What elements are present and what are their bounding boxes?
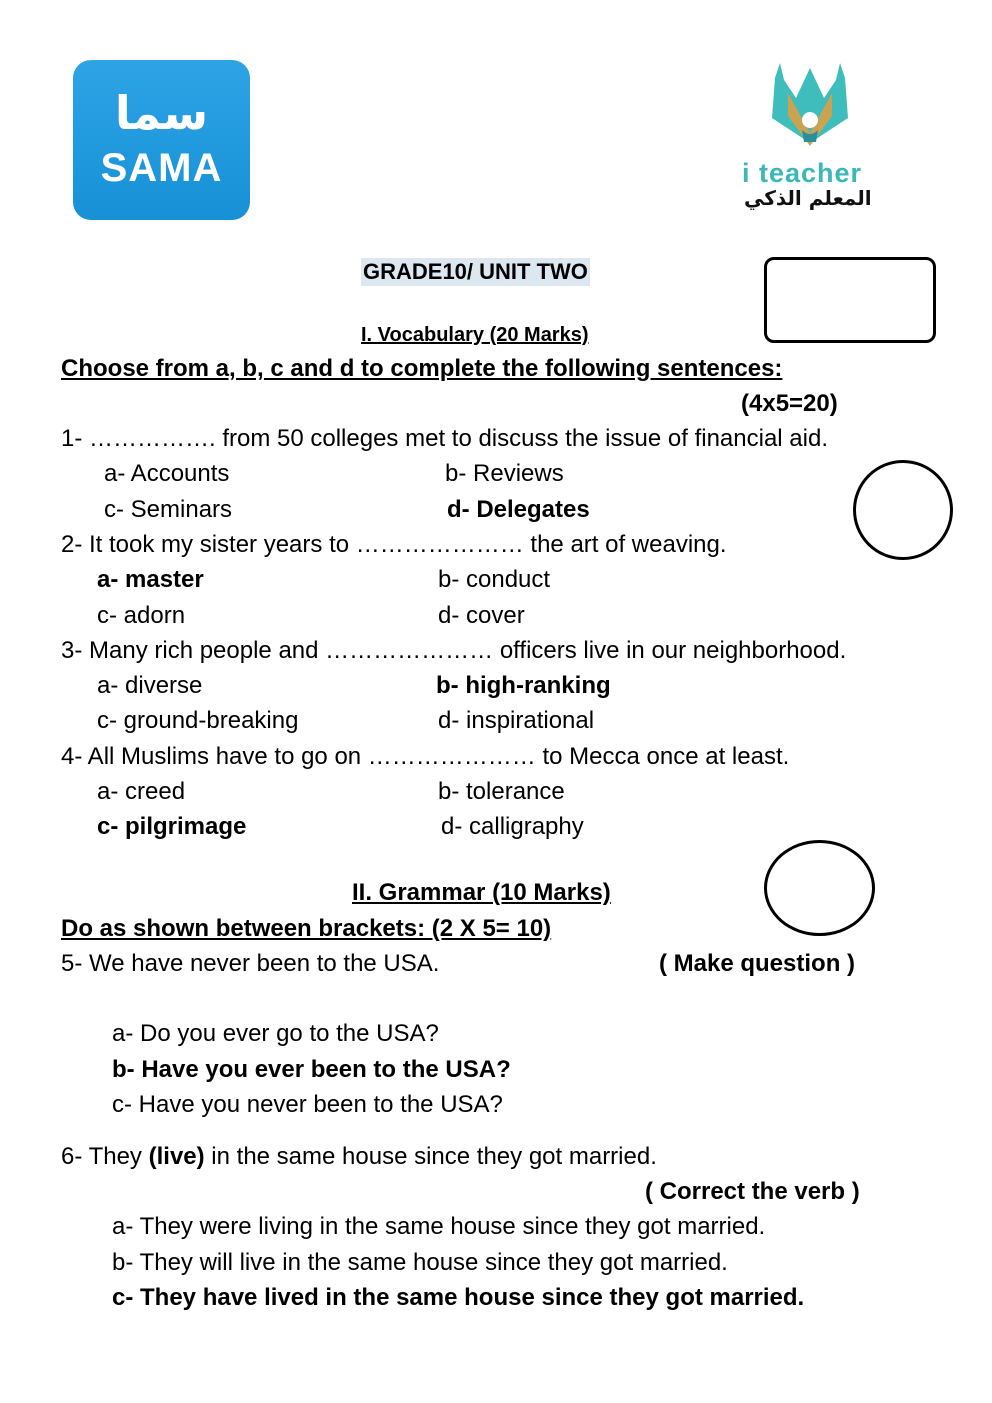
question-5-stem: 5- We have never been to the USA.	[61, 950, 440, 977]
question-5-task: ( Make question )	[659, 950, 856, 977]
question-6-option-c: c- They have lived in the same house since they got married.	[112, 1284, 805, 1311]
sama-logo-arabic: سما	[114, 86, 209, 140]
question-6-option-a: a- They were living in the same house since they got married.	[112, 1213, 766, 1240]
grammar-heading: II. Grammar (10 Marks)	[352, 879, 611, 906]
question-6-stem-pre: 6- They	[61, 1143, 142, 1170]
question-3-option-b: b- high-ranking	[436, 672, 611, 699]
question-2-option-b: b- conduct	[438, 566, 551, 593]
iteacher-logo	[740, 58, 900, 218]
score-box	[764, 257, 936, 343]
question-1-stem: 1- ……………. from 50 colleges met to discuss the issue of financial aid.	[61, 425, 828, 452]
question-2-stem: 2- It took my sister years to ………………… the art of weaving.	[61, 531, 727, 558]
question-6-stem-post: in the same house since they got married.	[211, 1143, 657, 1170]
vocabulary-marks: (4x5=20)	[741, 390, 838, 417]
question-2-option-c: c- adorn	[97, 602, 186, 629]
question-4-option-c: c- pilgrimage	[97, 813, 247, 840]
question-2-option-d: d- cover	[438, 602, 525, 629]
mark-circle	[853, 460, 953, 560]
question-1-option-a: a- Accounts	[104, 460, 230, 487]
iteacher-logo-arabic: المعلم الذكي	[744, 186, 872, 210]
vocabulary-heading: I. Vocabulary (20 Marks)	[361, 324, 589, 346]
sama-logo-english: SAMA	[100, 146, 223, 190]
question-6-option-b: b- They will live in the same house since they got married.	[112, 1249, 728, 1276]
vocabulary-instruction: Choose from a, b, c and d to complete the following sentences:	[61, 355, 783, 382]
question-3-stem: 3- Many rich people and ………………… officers live in our neighborhood.	[61, 637, 847, 664]
page-title: GRADE10/ UNIT TWO	[363, 259, 588, 284]
question-6-stem-verb: (live)	[148, 1143, 205, 1170]
question-5-option-a: a- Do you ever go to the USA?	[112, 1020, 439, 1047]
question-4-option-d: d- calligraphy	[441, 813, 584, 840]
iteacher-logo-english: i teacher	[742, 158, 863, 188]
question-4-stem: 4- All Muslims have to go on ………………… to Mecca once at least.	[61, 743, 790, 770]
question-1-option-c: c- Seminars	[104, 496, 233, 523]
question-6-task: ( Correct the verb )	[645, 1178, 860, 1205]
question-1-option-d: d- Delegates	[447, 496, 590, 523]
sama-logo	[73, 60, 250, 220]
question-6-stem	[61, 1143, 657, 1171]
grammar-instruction: Do as shown between brackets: (2 X 5= 10)	[61, 915, 552, 942]
question-3-option-d: d- inspirational	[438, 707, 595, 734]
question-3-option-a: a- diverse	[97, 672, 203, 699]
question-5-option-b: b- Have you ever been to the USA?	[112, 1056, 511, 1083]
iteacher-emblem-icon	[740, 58, 900, 158]
question-5-option-c: c- Have you never been to the USA?	[112, 1091, 503, 1118]
mark-circle	[764, 840, 875, 936]
question-2-option-a: a- master	[97, 566, 204, 593]
question-3-option-c: c- ground-breaking	[97, 707, 299, 734]
question-1-option-b: b- Reviews	[445, 460, 564, 487]
question-4-option-b: b- tolerance	[438, 778, 565, 805]
question-4-option-a: a- creed	[97, 778, 186, 805]
